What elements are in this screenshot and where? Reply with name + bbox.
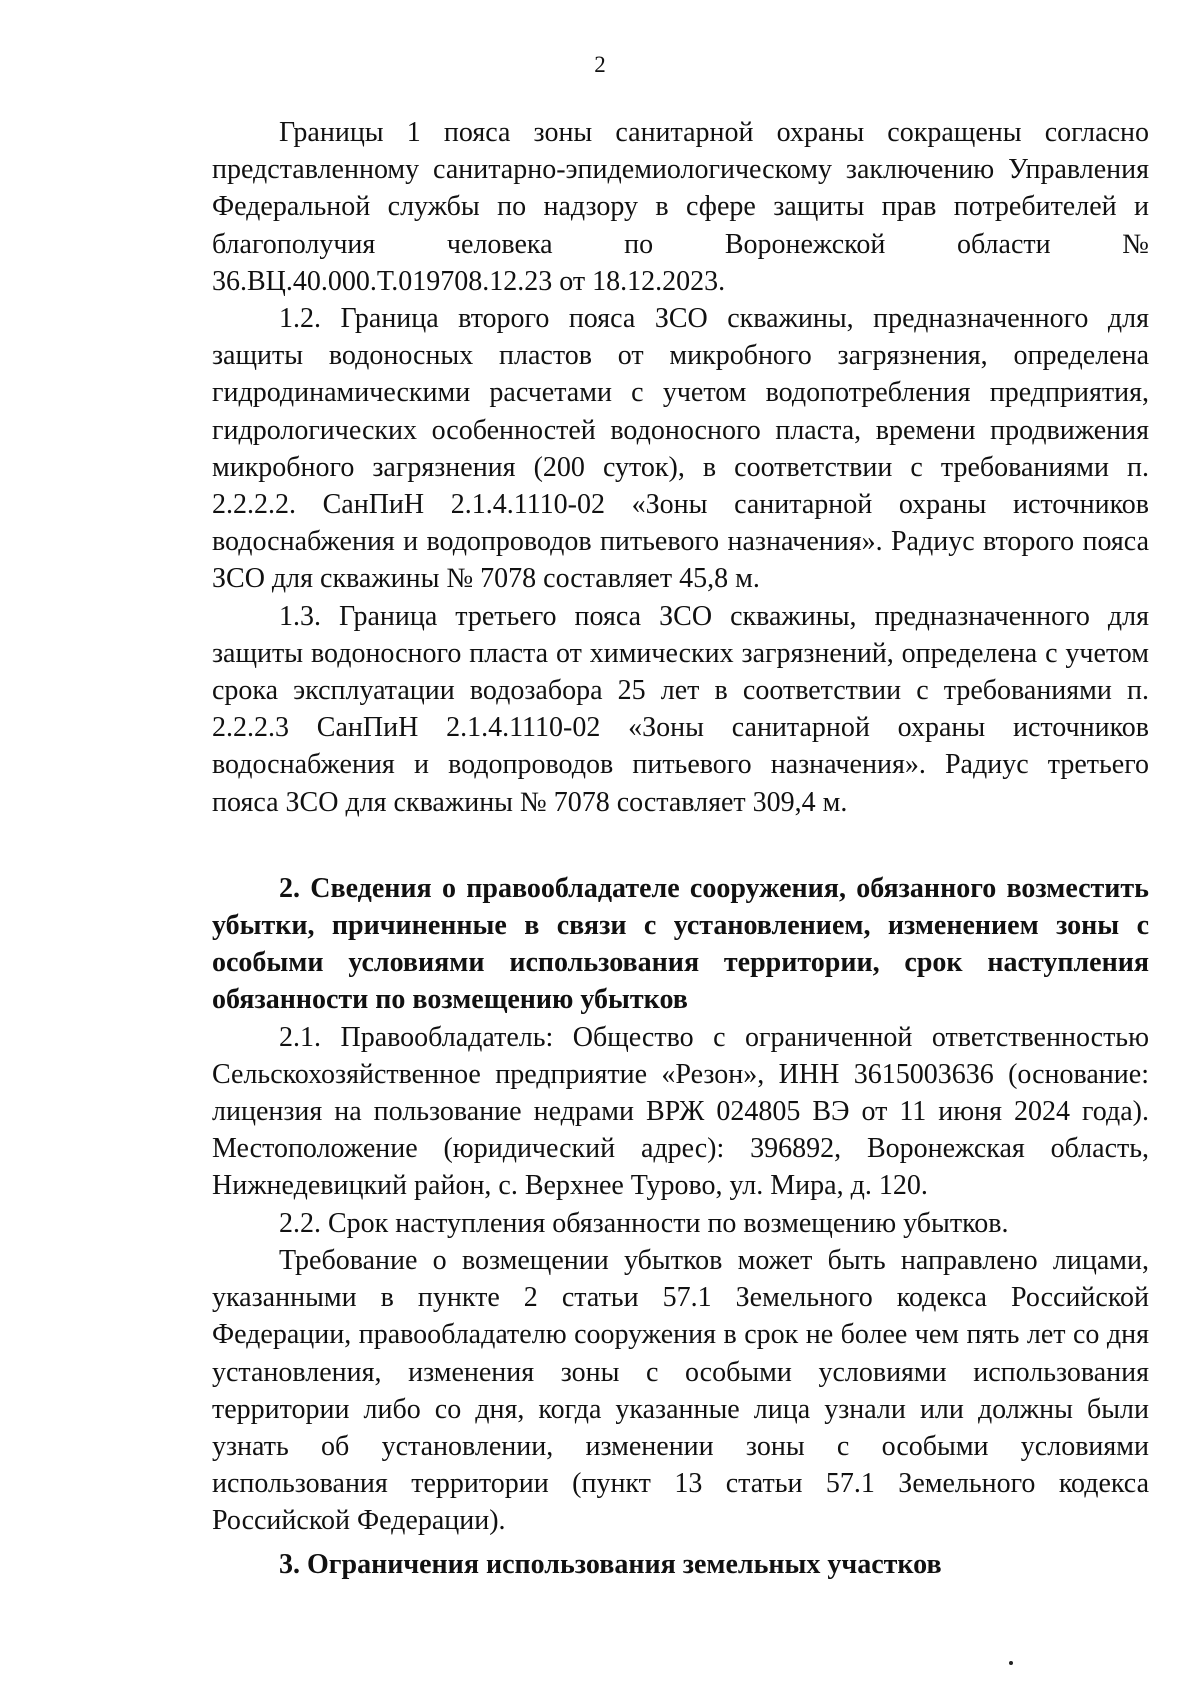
paragraph-1-2: 1.2. Граница второго пояса ЗСО скважины, предназначенного для защиты водоносных пластов от микробного загрязнения, определена гидродинамическими расчетами с учетом водопотребления предприятия, гидрологических особенностей водоносного пласта, времени продвижения микробного загрязнения (200 суток), в соответствии с требованиями п. 2.2.2.2. СанПиН 2.1.4.1110-02 «Зоны санитарной охраны источников водоснабжения и водопроводов питьевого назначения». Радиус второго пояса ЗСО для скважины № 7078 составляет 45,8 м.: [212, 303, 1149, 595]
section-heading-2: 2. Сведения о правообладателе сооружения, обязанного возместить убытки, причиненные в связи с установлением, изменением зоны с особыми условиями использования территории, срок наступления обязанности по возмещению убытков: [212, 872, 1149, 1016]
paragraph-claim-requirement: Требование о возмещении убытков может быть направлено лицами, указанными в пункте 2 статьи 57.1 Земельного кодекса Российской Федерации, правообладателю сооружения в срок не более чем пять лет со дня установления, изменения зоны с особыми условиями использования территории либо со дня, когда указанные лица узнали или должны были узнать об установлении, изменении зоны с особыми условиями использования территории (пункт 13 статьи 57.1 Земельного кодекса Российской Федерации).: [212, 1244, 1149, 1537]
scan-speck: [1009, 1661, 1013, 1665]
section-heading-3: 3. Ограничения использования земельных участков: [279, 1548, 942, 1580]
document-body: [212, 114, 1149, 1583]
paragraph-zone1-boundaries: Границы 1 пояса зоны санитарной охраны сокращены согласно представленному санитарно-эпидемиологическому заключению Управления Федеральной службы по надзору в сфере защиты прав потребителей и благополучия человека по Воронежской области № 36.ВЦ.40.000.Т.019708.12.23 от 18.12.2023.: [212, 117, 1149, 297]
paragraph-2-1: 2.1. Правообладатель: Общество с ограниченной ответственностью Сельскохозяйственное предприятие «Резон», ИНН 3615003636 (основание: лицензия на пользование недрами ВРЖ 024805 ВЭ от 11 июня 2024 года). Местоположение (юридический адрес): 396892, Воронежская область, Нижнедевицкий район, с. Верхнее Турово, ул. Мира, д. 120.: [212, 1021, 1149, 1202]
paragraph-2-2: 2.2. Срок наступления обязанности по возмещению убытков.: [279, 1207, 1009, 1239]
page-number: 2: [594, 52, 606, 77]
paragraph-1-3: 1.3. Граница третьего пояса ЗСО скважины, предназначенного для защиты водоносного пласта от химических загрязнений, определена с учетом срока эксплуатации водозабора 25 лет в соответствии с требованиями п. 2.2.2.3 СанПиН 2.1.4.1110-02 «Зоны санитарной охраны источников водоснабжения и водопроводов питьевого назначения». Радиус третьего пояса ЗСО для скважины № 7078 составляет 309,4 м.: [212, 600, 1149, 818]
